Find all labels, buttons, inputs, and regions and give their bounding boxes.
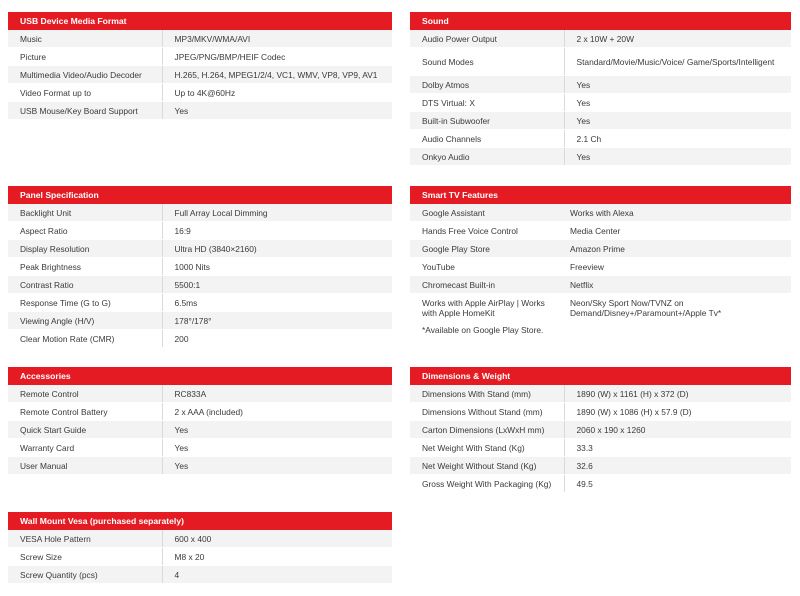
spec-label: Sound Modes — [410, 48, 564, 76]
spec-table — [410, 204, 791, 322]
section-title: Accessories — [8, 367, 392, 385]
spec-value: Yes — [162, 439, 392, 457]
feature-left: Works with Apple AirPlay | Works with Apple HomeKit — [410, 294, 558, 322]
spec-label: Net Weight With Stand (Kg) — [410, 439, 564, 457]
section-title: Panel Specification — [8, 186, 392, 204]
spec-value: M8 x 20 — [162, 548, 392, 566]
table-row — [410, 30, 791, 48]
table-row — [410, 403, 791, 421]
spec-value: 1000 Nits — [162, 258, 392, 276]
table-row — [410, 475, 791, 493]
spec-label: Video Format up to — [8, 84, 162, 102]
table-row — [8, 204, 392, 222]
spec-label: Peak Brightness — [8, 258, 162, 276]
section-title: Sound — [410, 12, 791, 30]
spec-value: MP3/MKV/WMA/AVI — [162, 30, 392, 48]
panel-specification-section — [8, 186, 392, 348]
table-row — [8, 566, 392, 584]
spec-label: Music — [8, 30, 162, 48]
spec-value: 4 — [162, 566, 392, 584]
feature-right: Amazon Prime — [558, 240, 791, 258]
feature-left: Google Play Store — [410, 240, 558, 258]
table-row — [8, 439, 392, 457]
spec-value: 6.5ms — [162, 294, 392, 312]
spec-label: Built-in Subwoofer — [410, 112, 564, 130]
table-row — [410, 94, 791, 112]
table-row — [8, 312, 392, 330]
spec-label: Contrast Ratio — [8, 276, 162, 294]
spec-value: Yes — [162, 421, 392, 439]
spec-label: Response Time (G to G) — [8, 294, 162, 312]
section-title: Dimensions & Weight — [410, 367, 791, 385]
spec-value: 200 — [162, 330, 392, 348]
spec-value: 5500:1 — [162, 276, 392, 294]
table-row — [410, 222, 791, 240]
spec-label: Multimedia Video/Audio Decoder — [8, 66, 162, 84]
spec-table — [8, 204, 392, 348]
feature-right: Freeview — [558, 258, 791, 276]
table-row — [410, 240, 791, 258]
spec-value: Yes — [564, 148, 791, 166]
table-row — [8, 421, 392, 439]
spec-value: 1890 (W) x 1161 (H) x 372 (D) — [564, 385, 791, 403]
spec-label: Remote Control Battery — [8, 403, 162, 421]
spec-label: Audio Channels — [410, 130, 564, 148]
spec-label: Aspect Ratio — [8, 222, 162, 240]
spec-label: Onkyo Audio — [410, 148, 564, 166]
table-row — [410, 421, 791, 439]
spec-table — [8, 385, 392, 475]
smart-tv-features-section — [410, 186, 791, 339]
wall-mount-vesa-section — [8, 512, 392, 584]
feature-right: Neon/Sky Sport Now/TVNZ on Demand/Disney+/Paramount+/Apple Tv* — [558, 294, 791, 322]
spec-value: Ultra HD (3840×2160) — [162, 240, 392, 258]
table-row — [410, 130, 791, 148]
spec-label: Dimensions With Stand (mm) — [410, 385, 564, 403]
spec-label: Display Resolution — [8, 240, 162, 258]
spec-label: Dolby Atmos — [410, 76, 564, 94]
dimensions-weight-section — [410, 367, 791, 493]
table-row — [410, 204, 791, 222]
spec-label: Screw Quantity (pcs) — [8, 566, 162, 584]
table-row — [410, 48, 791, 76]
spec-value: H.265, H.264, MPEG1/2/4, VC1, WMV, VP8, VP9, AV1 — [162, 66, 392, 84]
table-row — [8, 457, 392, 475]
spec-label: Picture — [8, 48, 162, 66]
table-row — [8, 330, 392, 348]
spec-label: Screw Size — [8, 548, 162, 566]
spec-value: Up to 4K@60Hz — [162, 84, 392, 102]
feature-left: YouTube — [410, 258, 558, 276]
usb-media-format-section — [8, 12, 392, 120]
spec-table — [8, 530, 392, 584]
spec-table — [410, 30, 791, 166]
spec-label: User Manual — [8, 457, 162, 475]
spec-value: 33.3 — [564, 439, 791, 457]
spec-label: Quick Start Guide — [8, 421, 162, 439]
spec-label: Net Weight Without Stand (Kg) — [410, 457, 564, 475]
spec-label: Carton Dimensions (LxWxH mm) — [410, 421, 564, 439]
table-row — [8, 258, 392, 276]
spec-label: Clear Motion Rate (CMR) — [8, 330, 162, 348]
spec-label: Dimensions Without Stand (mm) — [410, 403, 564, 421]
accessories-section — [8, 367, 392, 475]
feature-left: Google Assistant — [410, 204, 558, 222]
table-row — [8, 66, 392, 84]
table-row — [410, 276, 791, 294]
table-row — [8, 385, 392, 403]
table-row — [410, 76, 791, 94]
table-row — [8, 102, 392, 120]
table-row — [410, 457, 791, 475]
spec-value: Standard/Movie/Music/Voice/ Game/Sports/Intelligent — [564, 48, 791, 76]
feature-left: Chromecast Built-in — [410, 276, 558, 294]
spec-label: USB Mouse/Key Board Support — [8, 102, 162, 120]
spec-value: Yes — [162, 102, 392, 120]
spec-value: 600 x 400 — [162, 530, 392, 548]
feature-right: Media Center — [558, 222, 791, 240]
spec-value: 2060 x 190 x 1260 — [564, 421, 791, 439]
spec-label: Backlight Unit — [8, 204, 162, 222]
spec-value: Full Array Local Dimming — [162, 204, 392, 222]
table-row — [8, 222, 392, 240]
spec-value: 2 x 10W + 20W — [564, 30, 791, 48]
spec-label: Audio Power Output — [410, 30, 564, 48]
spec-value: Yes — [564, 94, 791, 112]
spec-label: Remote Control — [8, 385, 162, 403]
spec-value: Yes — [564, 112, 791, 130]
spec-value: RC833A — [162, 385, 392, 403]
spec-value: Yes — [162, 457, 392, 475]
spec-value: Yes — [564, 76, 791, 94]
sound-section — [410, 12, 791, 166]
table-row — [410, 258, 791, 276]
table-row — [8, 30, 392, 48]
section-title: Smart TV Features — [410, 186, 791, 204]
table-row — [8, 48, 392, 66]
section-title: USB Device Media Format — [8, 12, 392, 30]
feature-right: Netflix — [558, 276, 791, 294]
spec-value: 49.5 — [564, 475, 791, 493]
table-row — [8, 240, 392, 258]
table-row — [410, 148, 791, 166]
spec-label: Warranty Card — [8, 439, 162, 457]
spec-table — [8, 30, 392, 120]
spec-value: 1890 (W) x 1086 (H) x 57.9 (D) — [564, 403, 791, 421]
table-row — [410, 439, 791, 457]
spec-label: VESA Hole Pattern — [8, 530, 162, 548]
feature-left: Hands Free Voice Control — [410, 222, 558, 240]
spec-value: 178°/178° — [162, 312, 392, 330]
feature-right: Works with Alexa — [558, 204, 791, 222]
spec-value: 2.1 Ch — [564, 130, 791, 148]
table-row — [8, 84, 392, 102]
spec-label: Gross Weight With Packaging (Kg) — [410, 475, 564, 493]
table-row — [8, 276, 392, 294]
section-title: Wall Mount Vesa (purchased separately) — [8, 512, 392, 530]
spec-label: DTS Virtual: X — [410, 94, 564, 112]
table-row — [410, 112, 791, 130]
table-row — [410, 294, 791, 322]
table-row — [8, 294, 392, 312]
spec-value: 2 x AAA (included) — [162, 403, 392, 421]
footnote: *Available on Google Play Store. — [410, 322, 791, 339]
table-row — [8, 403, 392, 421]
table-row — [410, 385, 791, 403]
spec-table — [410, 385, 791, 493]
spec-value: 32.6 — [564, 457, 791, 475]
table-row — [8, 530, 392, 548]
spec-value: JPEG/PNG/BMP/HEIF Codec — [162, 48, 392, 66]
table-row — [8, 548, 392, 566]
spec-label: Viewing Angle (H/V) — [8, 312, 162, 330]
spec-value: 16:9 — [162, 222, 392, 240]
